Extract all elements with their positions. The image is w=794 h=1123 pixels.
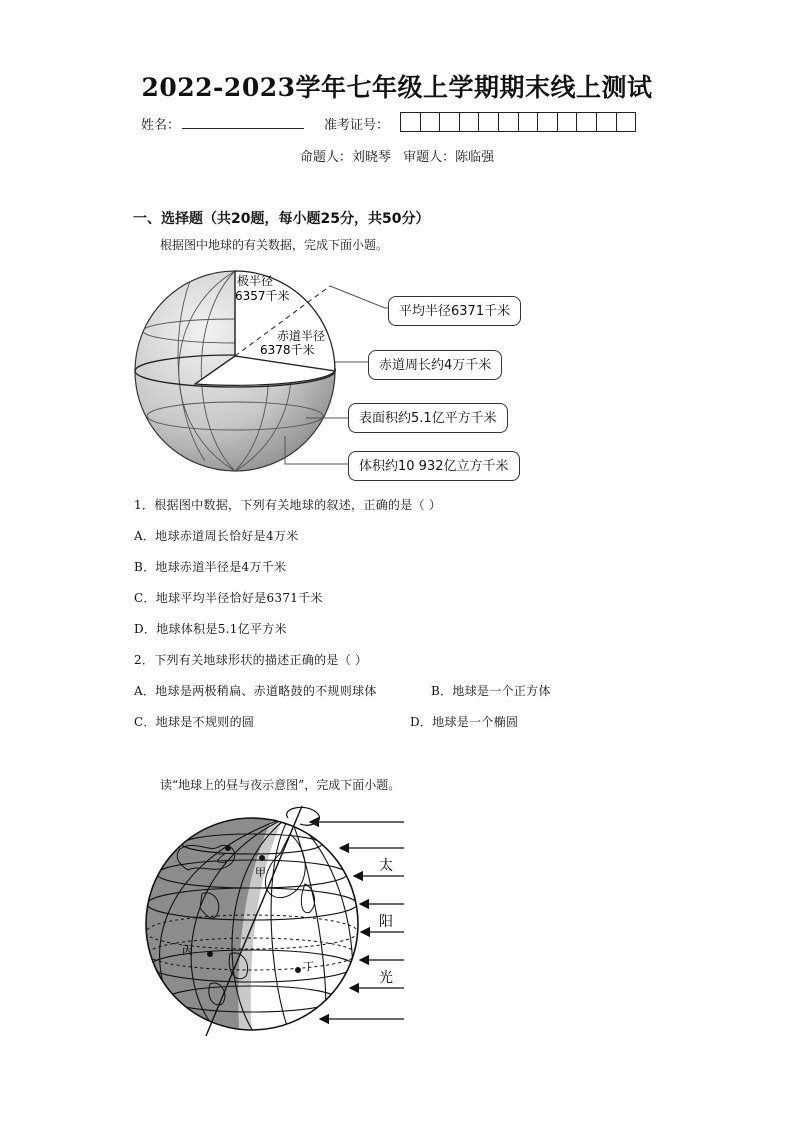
question-2-option-b[interactable]: B．地球是一个正方体 [431, 684, 551, 698]
page-title: 2022-2023学年七年级上学期期末线上测试 [141, 73, 653, 102]
sunlight-label-1: 太 [379, 858, 393, 874]
question-2-stem: 2．下列有关地球形状的描述正确的是（ ） [134, 653, 368, 667]
question-2-option-d[interactable]: D．地球是一个椭圆 [410, 715, 519, 729]
question-1-option-c[interactable]: C．地球平均半径恰好是6371千米 [134, 591, 323, 605]
section-heading: 一、选择题（共20题，每小题25分，共50分） [133, 211, 430, 227]
id-digit-box[interactable] [576, 112, 597, 132]
question-1-stem: 1．根据图中数据，下列有关地球的叙述，正确的是（ ） [134, 498, 442, 512]
question-2-option-a[interactable]: A．地球是两极稍扁、赤道略鼓的不规则球体 [134, 684, 377, 698]
polar-radius-value: 6357千米 [235, 289, 290, 303]
callout-circumference: 赤道周长约4万千米 [368, 350, 502, 380]
day-night-figure [140, 804, 420, 1040]
intro-text-1: 根据图中地球的有关数据，完成下面小题。 [160, 238, 389, 252]
intro-text-2: 读“地球上的昼与夜示意图”，完成下面小题。 [160, 778, 401, 792]
name-field[interactable] [182, 128, 304, 129]
name-label: 姓名： [141, 118, 181, 133]
day-night-globe-diagram [140, 804, 420, 1040]
polar-radius-label: 极半径 [237, 274, 274, 288]
point-bing-label: 丙 [182, 944, 193, 957]
earth-data-figure [130, 256, 530, 486]
question-1-option-d[interactable]: D．地球体积是5.1亿平方米 [134, 622, 287, 636]
point-yi-label: 乙 [216, 852, 227, 865]
callout-surface-area: 表面积约5.1亿平方千米 [348, 403, 508, 433]
id-digit-box[interactable] [420, 112, 441, 132]
authors-line [0, 146, 794, 165]
sunlight-label-3: 光 [379, 970, 393, 986]
callout-volume: 体积约10 932亿立方千米 [348, 451, 520, 481]
id-digit-box[interactable] [400, 112, 421, 132]
id-digit-box[interactable] [459, 112, 480, 132]
equatorial-radius-label: 赤道半径 [277, 329, 326, 343]
id-digit-box[interactable] [478, 112, 499, 132]
id-digit-box[interactable] [439, 112, 460, 132]
question-1-option-b[interactable]: B．地球赤道半径是4万千米 [134, 560, 287, 574]
student-info-line [0, 112, 794, 134]
id-label: 准考证号： [324, 118, 390, 133]
question-2-option-c[interactable]: C．地球是不规则的圆 [134, 715, 255, 729]
reviewer-text: 审题人：陈临强 [403, 150, 495, 165]
author-text: 命题人：刘晓琴 [299, 150, 391, 165]
id-digit-box[interactable] [537, 112, 558, 132]
id-digit-box[interactable] [557, 112, 578, 132]
equatorial-radius-value: 6378千米 [260, 343, 315, 357]
callout-mean-radius: 平均半径6371千米 [388, 296, 521, 326]
question-1-option-a[interactable]: A．地球赤道周长恰好是4万米 [134, 529, 299, 543]
id-digit-box[interactable] [518, 112, 539, 132]
point-ding-label: 丁 [303, 960, 314, 973]
sunlight-label-2: 阳 [379, 914, 393, 930]
id-digit-box[interactable] [596, 112, 617, 132]
id-digit-box[interactable] [616, 112, 637, 132]
point-jia-label: 甲 [255, 866, 266, 879]
id-digit-box[interactable] [498, 112, 519, 132]
